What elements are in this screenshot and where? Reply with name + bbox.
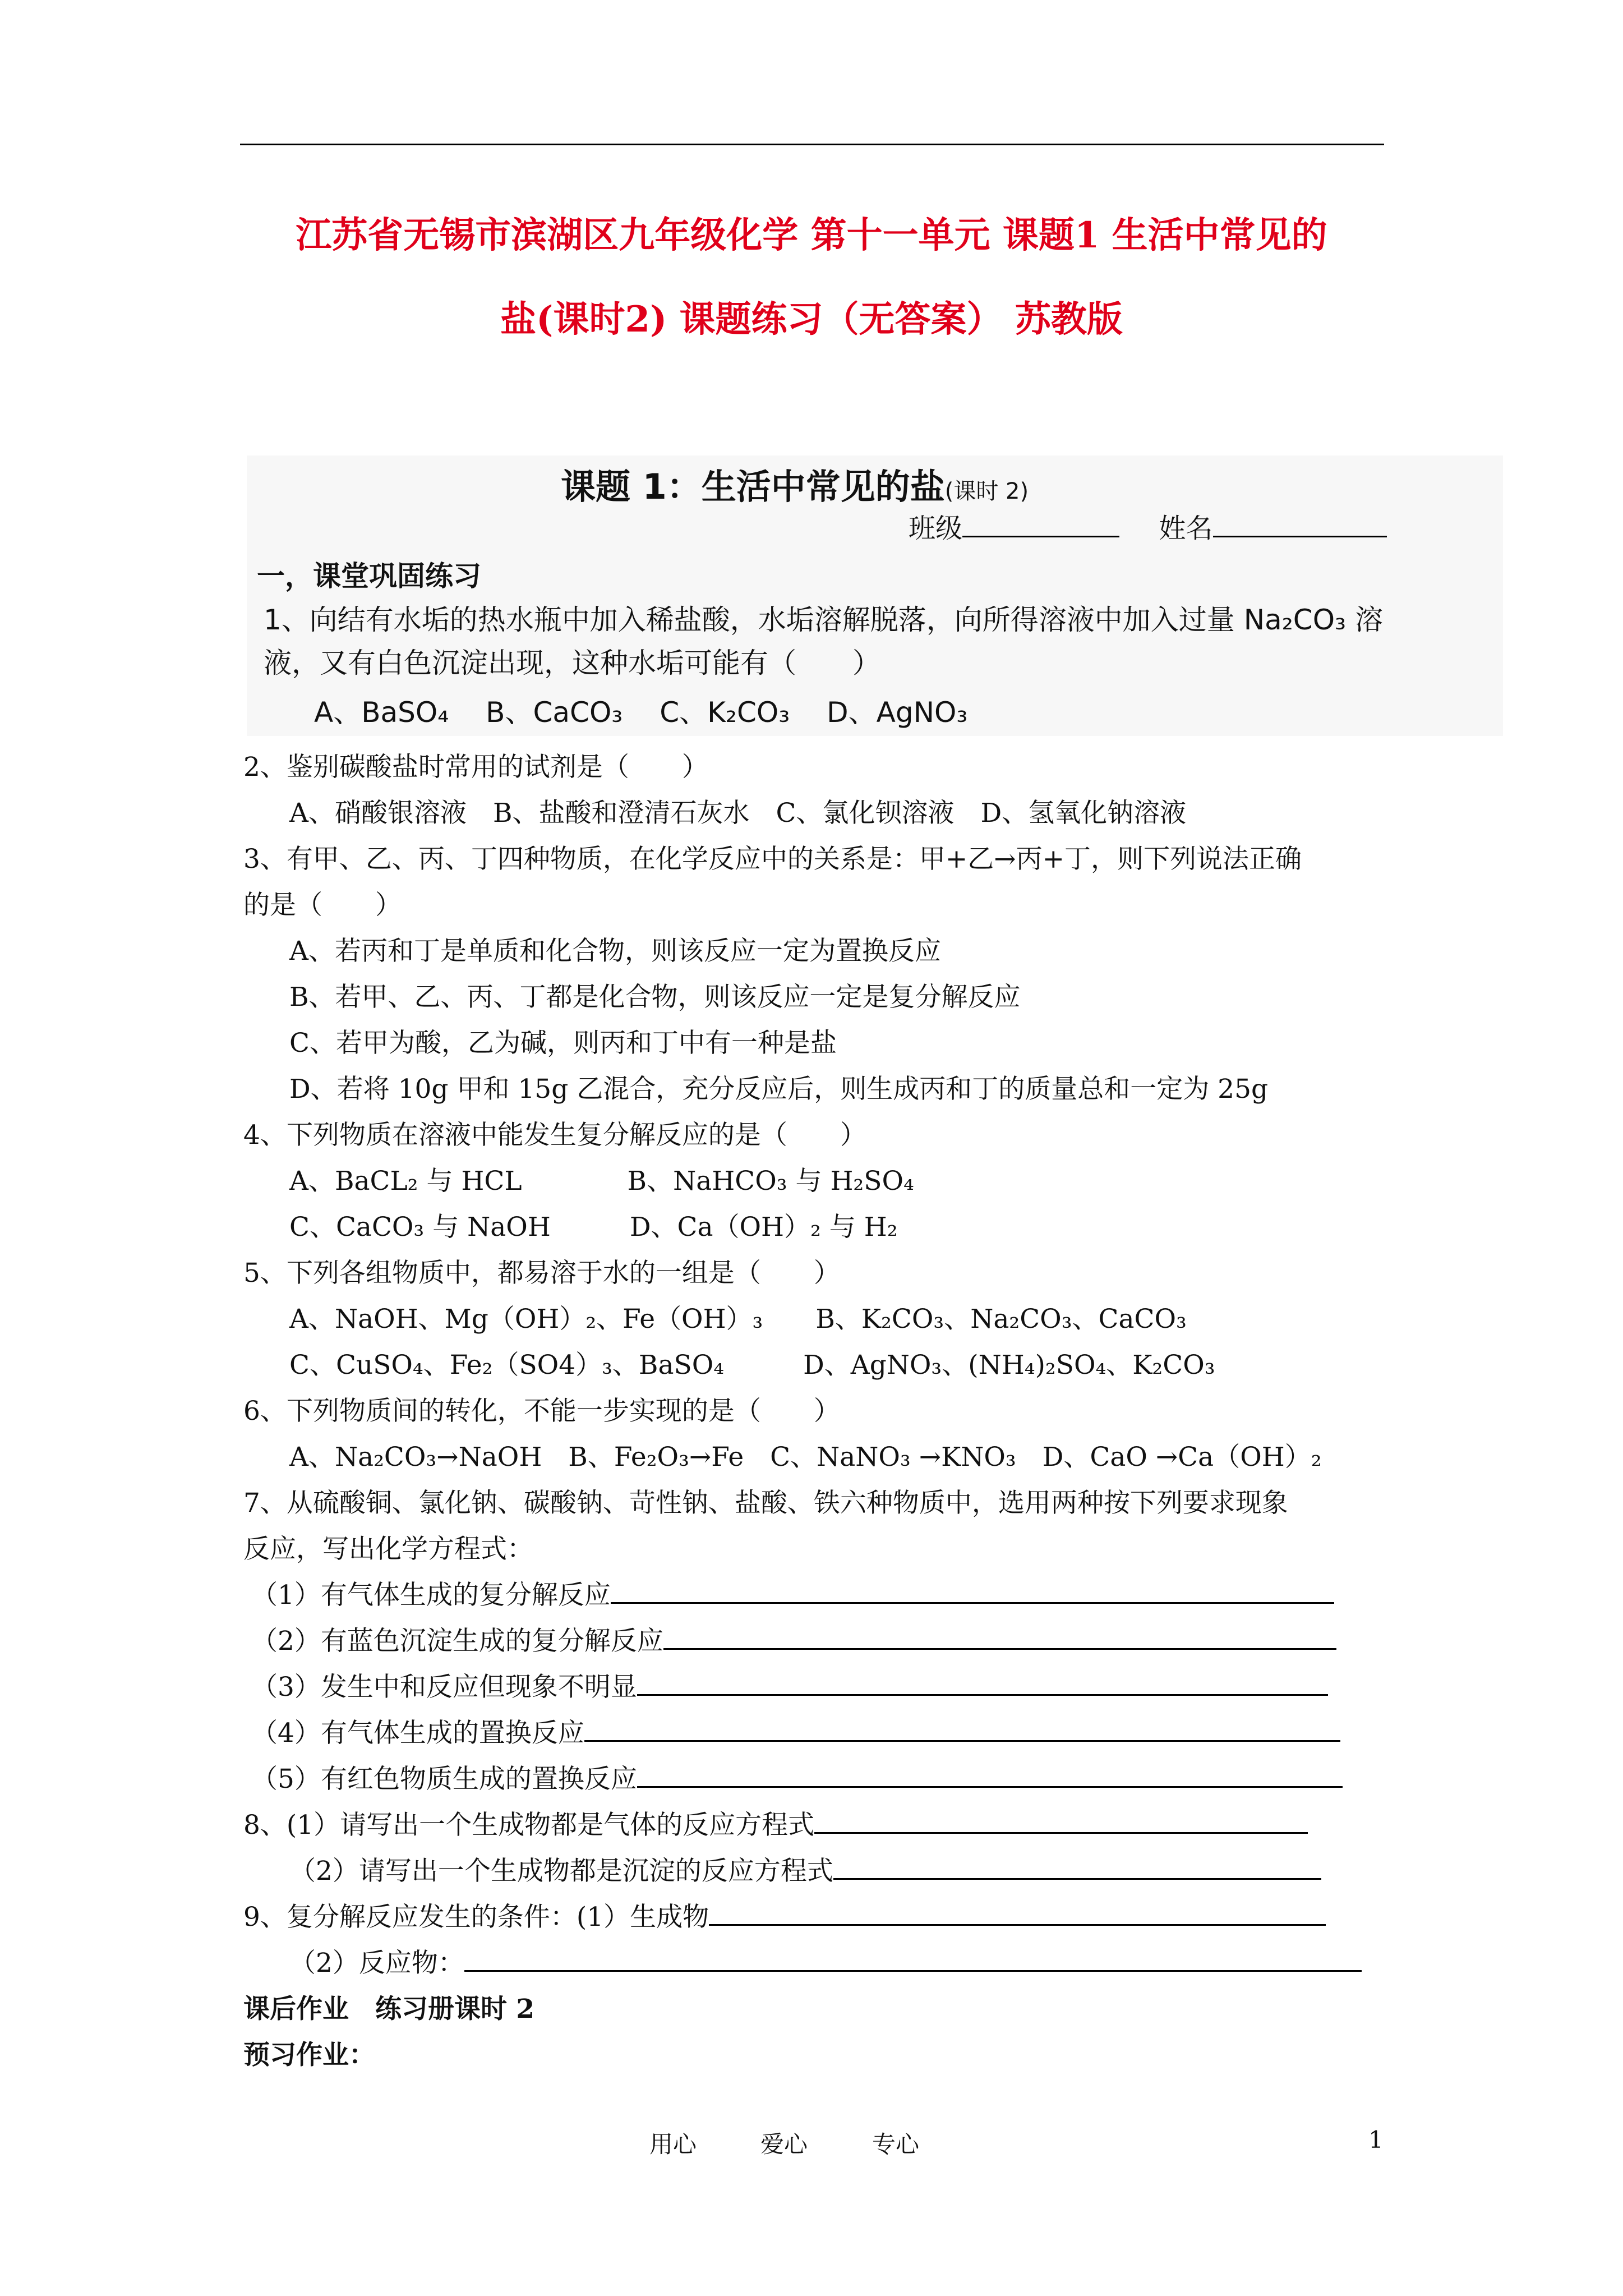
q7-part1 [251,1574,1334,1612]
q7-part3-blank[interactable] [637,1672,1328,1696]
q7-part4-blank[interactable] [584,1718,1340,1742]
q9-part1 [243,1896,1326,1934]
q7-stem-line2: 反应，写出化学方程式： [243,1534,533,1565]
document-title-line2: 盐(课时2) 课题练习（无答案） 苏教版 [500,298,1123,341]
q9-part2-blank[interactable] [464,1948,1362,1972]
footer-motto-3: 专心 [872,2131,920,2158]
q7-part2-blank[interactable] [663,1626,1336,1650]
q2-stem: 2、鉴别碳酸盐时常用的试剂是（ ） [243,752,708,783]
q7-part4 [251,1712,1340,1750]
homework-after-class: 课后作业 练习册课时 2 [243,1994,535,2024]
q7-part5-label: （5）有红色物质生成的置换反应 [251,1764,637,1795]
q5-stem: 5、下列各组物质中，都易溶于水的一组是（ ） [243,1258,840,1289]
q4-options-ab: A、BaCL₂ 与 HCL B、NaHCO₃ 与 H₂SO₄ [289,1166,914,1197]
footer-motto-2: 爱心 [760,2131,808,2158]
q8-part1-blank[interactable] [814,1810,1308,1834]
q9-part2-label: （2）反应物： [289,1948,464,1978]
q8-part1-label: 8、(1）请写出一个生成物都是气体的反应方程式 [243,1810,815,1841]
q9-part1-label: 9、复分解反应发生的条件：(1）生成物 [243,1902,709,1932]
q7-part3 [251,1666,1328,1704]
name-label: 姓名 [1159,513,1213,544]
class-blank[interactable] [962,513,1119,537]
section-title: 一，课堂巩固练习 [257,560,481,592]
q3-option-a: A、若丙和丁是单质和化合物，则该反应一定为置换反应 [289,936,941,967]
q7-part3-label: （3）发生中和反应但现象不明显 [251,1672,637,1703]
q1-options: A、BaSO₄ B、CaCO₃ C、K₂CO₃ D、AgNO₃ [314,696,968,729]
page-number: 1 [1368,2126,1384,2154]
q7-part4-label: （4）有气体生成的置换反应 [251,1718,584,1749]
q7-part2-label: （2）有蓝色沉淀生成的复分解反应 [251,1626,663,1657]
q3-option-c: C、若甲为酸，乙为碱，则丙和丁中有一种是盐 [289,1028,837,1059]
q4-stem: 4、下列物质在溶液中能发生复分解反应的是（ ） [243,1120,866,1151]
q3-option-d: D、若将 10g 甲和 15g 乙混合，充分反应后，则生成丙和丁的质量总和一定为 25g [289,1074,1269,1105]
q7-stem-line1: 7、从硫酸铜、氯化钠、碳酸钠、苛性钠、盐酸、铁六种物质中，选用两种按下列要求现象 [243,1488,1288,1519]
q1-line1: 1、向结有水垢的热水瓶中加入稀盐酸，水垢溶解脱落，向所得溶液中加入过量 Na₂CO₃ 溶 [264,604,1383,636]
q8-part1 [243,1804,1308,1842]
lesson-heading [561,459,1029,509]
q9-part2 [289,1942,1362,1980]
document-title-line1: 江苏省无锡市滨湖区九年级化学 第十一单元 课题1 生活中常见的 [296,214,1327,256]
name-blank[interactable] [1213,513,1387,537]
q7-part1-blank[interactable] [611,1580,1334,1604]
q4-options-cd: C、CaCO₃ 与 NaOH D、Ca（OH）₂ 与 H₂ [289,1212,898,1243]
footer-motto-1: 用心 [649,2131,697,2158]
class-label: 班级 [909,513,963,544]
class-name-row [909,505,1387,552]
homework-preview: 预习作业： [243,2040,375,2070]
q8-part2 [289,1850,1321,1888]
q7-part1-label: （1）有气体生成的复分解反应 [251,1580,611,1611]
q7-part5 [251,1758,1343,1796]
q3-option-b: B、若甲、乙、丙、丁都是化合物，则该反应一定是复分解反应 [289,982,1021,1013]
q7-part2 [251,1620,1336,1658]
lesson-heading-sub: (课时 2) [944,478,1029,504]
q5-options-cd: C、CuSO₄、Fe₂（SO4）₃、BaSO₄ D、AgNO₃、(NH₄)₂SO₄、K₂CO₃ [289,1350,1215,1381]
q8-part2-blank[interactable] [833,1856,1321,1880]
q8-part2-label: （2）请写出一个生成物都是沉淀的反应方程式 [289,1856,833,1887]
q3-stem-line1: 3、有甲、乙、丙、丁四种物质，在化学反应中的关系是：甲+乙→丙+丁，则下列说法正确 [243,844,1302,875]
q7-part5-blank[interactable] [637,1764,1343,1788]
q6-options: A、Na₂CO₃→NaOH B、Fe₂O₃→Fe C、NaNO₃ →KNO₃ D、CaO →Ca（OH）₂ [289,1442,1322,1473]
q2-options: A、硝酸银溶液 B、盐酸和澄清石灰水 C、氯化钡溶液 D、氢氧化钠溶液 [289,798,1187,829]
q3-stem-line2: 的是（ ） [243,890,402,921]
header-rule [240,144,1384,145]
q1-line2: 液，又有白色沉淀出现，这种水垢可能有（ ） [264,647,880,679]
q9-part1-blank[interactable] [709,1902,1326,1926]
lesson-heading-text: 课题 1：生活中常见的盐 [561,466,945,507]
q6-stem: 6、下列物质间的转化，不能一步实现的是（ ） [243,1396,840,1427]
q5-options-ab: A、NaOH、Mg（OH）₂、Fe（OH）₃ B、K₂CO₃、Na₂CO₃、CaCO₃ [289,1304,1187,1335]
